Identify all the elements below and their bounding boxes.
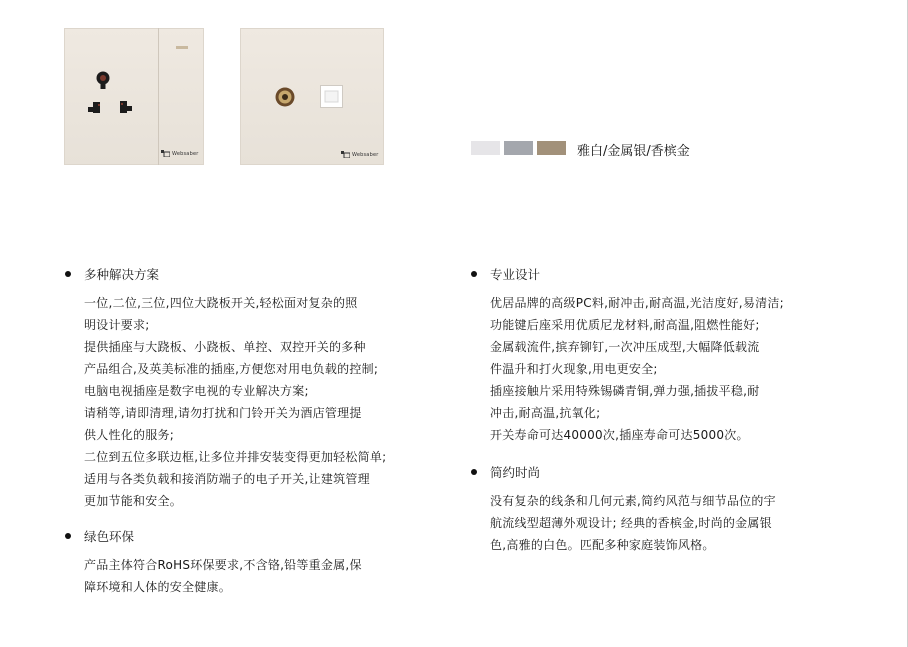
bullet-icon: [65, 271, 71, 277]
brand-logo-text: Websaber: [172, 150, 199, 157]
section-solutions: [65, 265, 425, 512]
body-line: 没有复杂的线条和几何元素,简约风范与细节品位的宇: [490, 494, 776, 508]
section-body: [471, 292, 851, 446]
brand-logo: [161, 150, 198, 157]
brand-logo-icon: [341, 151, 350, 158]
body-line: 优居品牌的高级PC料,耐冲击,耐高温,光洁度好,易清洁;: [490, 296, 784, 310]
body-line: 产品组合,及英美标准的插座,方便您对用电负载的控制;: [84, 362, 379, 376]
network-port-icon: [320, 85, 343, 108]
tv-data-socket-panel-image: [240, 28, 384, 165]
section-body: [471, 490, 851, 556]
body-line: 功能键后座采用优质尼龙材料,耐高温,阻燃性能好;: [490, 318, 760, 332]
section-title: 专业设计: [471, 265, 851, 283]
brand-logo: [341, 151, 378, 158]
section-pro-design: [471, 265, 851, 446]
body-line: 二位到五位多联边框,让多位并排安装变得更加轻松简单;: [84, 450, 387, 464]
body-line: 供人性化的服务;: [84, 428, 175, 442]
body-line: 开关寿命可达40000次,插座寿命可达5000次。: [490, 428, 749, 442]
body-line: 电脑电视插座是数字电视的专业解决方案;: [84, 384, 309, 398]
body-line: 冲击,耐高温,抗氧化;: [490, 406, 601, 420]
body-line: 金属载流件,摈弃铆钉,一次冲压成型,大幅降低载流: [490, 340, 760, 354]
body-line: 产品主体符合RoHS环保要求,不含铬,铅等重金属,保: [84, 558, 362, 572]
bullet-icon: [471, 469, 477, 475]
body-line: 色,高雅的白色。匹配多种家庭装饰风格。: [490, 538, 715, 552]
body-line: 障环境和人体的安全健康。: [84, 580, 232, 594]
socket-switch-panel-image: [64, 28, 204, 165]
section-title: 多种解决方案: [65, 265, 425, 283]
section-style: [471, 463, 851, 556]
swatch-silver: [504, 141, 533, 155]
tv-coax-socket-icon: [274, 86, 296, 108]
body-line: 更加节能和安全。: [84, 494, 183, 508]
brand-logo-icon: [161, 150, 170, 157]
section-title: 简约时尚: [471, 463, 851, 481]
bullet-icon: [65, 533, 71, 539]
color-swatches: [471, 141, 566, 155]
section-eco: [65, 527, 425, 598]
brand-logo-text: Websaber: [352, 151, 379, 158]
body-line: 件温升和打火现象,用电更安全;: [490, 362, 658, 376]
universal-socket-icon: [86, 70, 138, 122]
section-title: 绿色环保: [65, 527, 425, 545]
body-line: 适用与各类负载和接消防端子的电子开关,让建筑管理: [84, 472, 370, 486]
panel-divider: [158, 28, 159, 165]
body-line: 提供插座与大跷板、小跷板、单控、双控开关的多种: [84, 340, 366, 354]
body-line: 一位,二位,三位,四位大跷板开关,轻松面对复杂的照: [84, 296, 358, 310]
body-line: 插座接触片采用特殊锡磷青铜,弹力强,插拔平稳,耐: [490, 384, 760, 398]
swatch-champagne: [537, 141, 566, 155]
swatch-white: [471, 141, 500, 155]
section-body: [65, 292, 425, 512]
body-line: 明设计要求;: [84, 318, 150, 332]
body-line: 航流线型超薄外观设计; 经典的香槟金,时尚的金属银: [490, 516, 772, 530]
body-line: 请稍等,请即清理,请勿打扰和门铃开关为酒店管理提: [84, 406, 362, 420]
bullet-icon: [471, 271, 477, 277]
finish-label: 雅白/金属银/香槟金: [577, 144, 690, 159]
section-body: [65, 554, 425, 598]
switch-indicator: [176, 46, 188, 49]
